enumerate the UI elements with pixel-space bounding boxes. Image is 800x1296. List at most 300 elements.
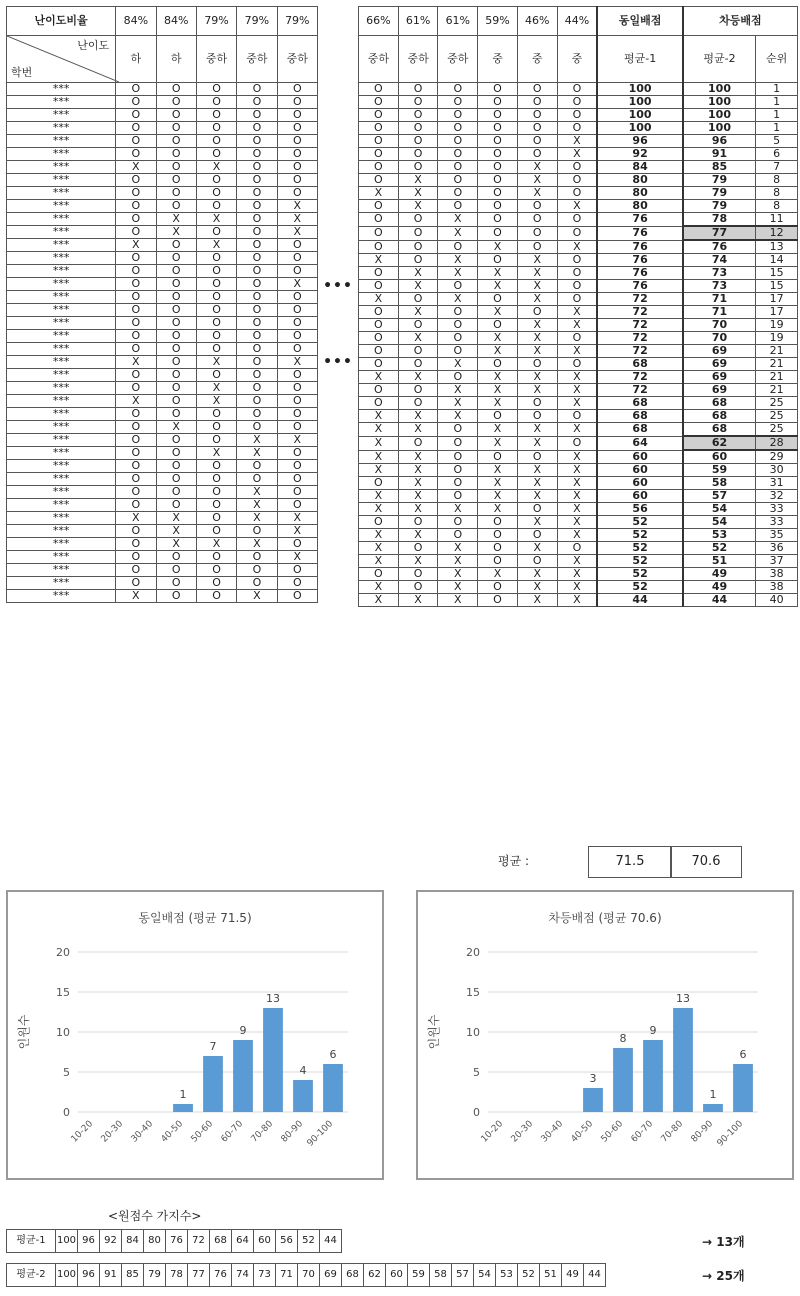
answer-cell: X: [196, 538, 236, 551]
avg2-cell: 58: [683, 477, 756, 490]
avg2-cell: 100: [683, 109, 756, 122]
average-1-value: 71.5: [588, 846, 672, 878]
left-level-header: 하: [156, 36, 196, 83]
answer-cell: O: [517, 529, 557, 542]
table-row: [7, 538, 318, 551]
distinct-score-cell: 52: [298, 1230, 320, 1253]
student-id-cell: ***: [7, 122, 116, 135]
rank-cell: 21: [756, 384, 798, 397]
avg2-cell: 49: [683, 568, 756, 581]
bar: [583, 1088, 603, 1112]
answer-cell: X: [517, 254, 557, 267]
answer-cell: O: [116, 213, 156, 226]
table-row: [359, 594, 798, 607]
avg1-cell: 76: [597, 267, 683, 280]
answer-cell: O: [398, 293, 438, 306]
right-level-header: 중하: [438, 36, 478, 83]
answer-cell: X: [517, 267, 557, 280]
distinct-score-cell: 84: [122, 1230, 144, 1253]
answer-cell: X: [398, 450, 438, 464]
answer-cell: O: [438, 200, 478, 213]
answer-cell: X: [557, 555, 597, 568]
student-difficulty-header: [7, 36, 116, 83]
avg2-cell: 96: [683, 135, 756, 148]
distinct-score-cell: 58: [430, 1264, 452, 1287]
answer-cell: X: [557, 397, 597, 410]
answer-cell: O: [156, 447, 196, 460]
table-row: [359, 423, 798, 437]
answer-cell: X: [277, 226, 317, 239]
answer-cell: O: [277, 382, 317, 395]
avg2-cell: 100: [683, 83, 756, 96]
avg2-cell: 68: [683, 410, 756, 423]
answer-cell: O: [398, 109, 438, 122]
answer-cell: O: [237, 213, 277, 226]
answer-cell: X: [478, 397, 518, 410]
distinct-score-cell: 78: [166, 1264, 188, 1287]
answer-cell: O: [478, 148, 518, 161]
avg1-cell: 100: [597, 122, 683, 135]
answer-cell: X: [116, 161, 156, 174]
y-tick-label: 0: [473, 1106, 480, 1119]
answer-cell: O: [116, 564, 156, 577]
answer-cell: X: [557, 200, 597, 213]
data-label: 7: [209, 1040, 217, 1053]
answer-cell: X: [277, 278, 317, 291]
student-id-cell: ***: [7, 369, 116, 382]
answer-cell: X: [438, 384, 478, 397]
answer-cell: X: [156, 226, 196, 239]
answer-cell: O: [237, 252, 277, 265]
avg2-header: 평균-2: [683, 36, 756, 83]
avg1-cell: 76: [597, 240, 683, 254]
answer-cell: O: [237, 265, 277, 278]
answer-cell: O: [478, 319, 518, 332]
student-id-cell: ***: [7, 239, 116, 252]
table-row: [7, 577, 318, 590]
answer-cell: O: [116, 434, 156, 447]
table-row: [7, 161, 318, 174]
student-id-cell: ***: [7, 187, 116, 200]
answer-cell: X: [478, 384, 518, 397]
table-row: [359, 148, 798, 161]
answer-cell: O: [277, 252, 317, 265]
table-row: [359, 503, 798, 516]
answer-cell: X: [116, 395, 156, 408]
rank-cell: 12: [756, 226, 798, 240]
answer-cell: O: [116, 525, 156, 538]
avg2-cell: 91: [683, 148, 756, 161]
average-2-value: 70.6: [670, 846, 742, 878]
answer-cell: O: [196, 434, 236, 447]
table-row: [359, 226, 798, 240]
avg2-cell: 68: [683, 397, 756, 410]
answer-cell: O: [359, 332, 399, 345]
answer-cell: X: [517, 345, 557, 358]
student-id-cell: ***: [7, 83, 116, 96]
table-row: [7, 174, 318, 187]
student-id-cell: ***: [7, 577, 116, 590]
answer-cell: O: [237, 395, 277, 408]
answer-cell: X: [237, 512, 277, 525]
distinct-score-cell: 68: [210, 1230, 232, 1253]
answer-cell: O: [156, 408, 196, 421]
answer-cell: X: [116, 239, 156, 252]
x-tick-label: 70-80: [659, 1119, 686, 1145]
avg1-cell: 72: [597, 319, 683, 332]
answer-cell: O: [116, 382, 156, 395]
avg2-cell: 100: [683, 96, 756, 109]
left-level-header: 중하: [196, 36, 236, 83]
answer-cell: X: [398, 174, 438, 187]
rank-cell: 36: [756, 542, 798, 555]
answer-cell: O: [196, 148, 236, 161]
student-id-cell: ***: [7, 460, 116, 473]
answer-cell: O: [398, 436, 438, 450]
answer-cell: O: [116, 252, 156, 265]
answer-cell: X: [156, 512, 196, 525]
y-axis-label: 인원수: [427, 1014, 441, 1050]
answer-cell: X: [359, 503, 399, 516]
answer-cell: O: [156, 356, 196, 369]
bar: [703, 1104, 723, 1112]
y-tick-label: 5: [473, 1066, 480, 1079]
answer-cell: O: [398, 358, 438, 371]
distinct-score-cell: 59: [408, 1264, 430, 1287]
table-row: [359, 161, 798, 174]
avg1-cell: 80: [597, 187, 683, 200]
answer-cell: X: [196, 213, 236, 226]
answer-cell: X: [557, 516, 597, 529]
answer-cell: O: [517, 83, 557, 96]
row2-arrow: [702, 1267, 745, 1284]
answer-cell: O: [359, 148, 399, 161]
answer-cell: O: [398, 135, 438, 148]
y-tick-label: 15: [56, 986, 70, 999]
left-level-header: 중하: [277, 36, 317, 83]
rank-cell: 13: [756, 240, 798, 254]
avg1-cell: 56: [597, 503, 683, 516]
answer-cell: X: [277, 213, 317, 226]
y-tick-label: 0: [63, 1106, 70, 1119]
answer-cell: O: [438, 135, 478, 148]
answer-cell: O: [237, 408, 277, 421]
distinct-score-cell: 92: [100, 1230, 122, 1253]
distinct-score-cell: 80: [144, 1230, 166, 1253]
answer-cell: O: [438, 122, 478, 135]
table-row: [359, 306, 798, 319]
answer-cell: O: [196, 96, 236, 109]
table-row: [359, 410, 798, 423]
table-row: [359, 397, 798, 410]
answer-cell: X: [277, 434, 317, 447]
answer-cell: X: [438, 358, 478, 371]
answer-cell: X: [478, 371, 518, 384]
data-label: 9: [239, 1024, 247, 1037]
answer-cell: O: [116, 122, 156, 135]
answer-cell: X: [478, 423, 518, 437]
answer-cell: O: [557, 122, 597, 135]
answer-cell: O: [359, 319, 399, 332]
data-label: 3: [589, 1072, 597, 1085]
answer-cell: O: [478, 83, 518, 96]
x-tick-label: 10-20: [479, 1119, 506, 1145]
bar: [323, 1064, 343, 1112]
answer-cell: O: [237, 382, 277, 395]
answer-cell: O: [196, 304, 236, 317]
x-tick-label: 30-40: [539, 1119, 566, 1145]
table-row: [359, 122, 798, 135]
avg1-cell: 52: [597, 581, 683, 594]
answer-cell: O: [517, 358, 557, 371]
rank-cell: 25: [756, 423, 798, 437]
answer-cell: X: [517, 332, 557, 345]
answer-cell: O: [116, 135, 156, 148]
y-axis-label: 인원수: [17, 1014, 31, 1050]
answer-cell: X: [237, 590, 277, 603]
answer-cell: O: [156, 278, 196, 291]
answer-cell: O: [237, 304, 277, 317]
answer-cell: X: [478, 267, 518, 280]
answer-cell: O: [237, 460, 277, 473]
answer-cell: O: [196, 343, 236, 356]
answer-cell: O: [116, 421, 156, 434]
rank-cell: 32: [756, 490, 798, 503]
arrow-icon: →: [702, 1269, 713, 1283]
table-row: [359, 187, 798, 200]
student-id-cell: ***: [7, 343, 116, 356]
answer-cell: X: [196, 395, 236, 408]
answer-cell: X: [277, 512, 317, 525]
rank-cell: 33: [756, 503, 798, 516]
answer-cell: X: [359, 490, 399, 503]
table-row: [359, 83, 798, 96]
right-level-header: 중하: [359, 36, 399, 83]
bar: [203, 1056, 223, 1112]
answer-cell: X: [398, 200, 438, 213]
answer-cell: O: [277, 265, 317, 278]
distinct-score-cell: 74: [232, 1264, 254, 1287]
answer-cell: O: [156, 551, 196, 564]
answer-cell: O: [398, 122, 438, 135]
answer-cell: O: [438, 148, 478, 161]
answer-cell: O: [156, 330, 196, 343]
answer-cell: O: [277, 187, 317, 200]
data-label: 9: [649, 1024, 657, 1037]
student-id-cell: ***: [7, 213, 116, 226]
student-id-cell: ***: [7, 96, 116, 109]
answer-cell: O: [237, 226, 277, 239]
answer-cell: O: [359, 240, 399, 254]
answer-cell: X: [398, 280, 438, 293]
table-row: [7, 408, 318, 421]
arrow-icon: →: [702, 1235, 713, 1249]
table-row: [7, 434, 318, 447]
answer-cell: O: [359, 109, 399, 122]
table-row: [7, 330, 318, 343]
avg1-cell: 76: [597, 254, 683, 267]
answer-cell: X: [398, 594, 438, 607]
table-row: [7, 96, 318, 109]
table-row: [359, 174, 798, 187]
answer-cell: X: [517, 516, 557, 529]
answer-cell: O: [116, 460, 156, 473]
rank-cell: 6: [756, 148, 798, 161]
answer-cell: X: [557, 503, 597, 516]
table-row: [7, 109, 318, 122]
data-label: 8: [619, 1032, 627, 1045]
answer-cell: X: [557, 581, 597, 594]
answer-cell: O: [237, 122, 277, 135]
answer-cell: O: [116, 109, 156, 122]
table-row: [7, 135, 318, 148]
answer-cell: X: [478, 490, 518, 503]
answer-cell: O: [237, 239, 277, 252]
answer-cell: O: [398, 542, 438, 555]
answer-cell: X: [359, 542, 399, 555]
answer-cell: X: [517, 319, 557, 332]
table-row: [7, 421, 318, 434]
avg2-cell: 69: [683, 358, 756, 371]
answer-cell: X: [359, 254, 399, 267]
answer-cell: X: [398, 529, 438, 542]
answer-cell: O: [196, 330, 236, 343]
avg1-cell: 60: [597, 464, 683, 477]
answer-cell: X: [517, 371, 557, 384]
answer-cell: X: [557, 529, 597, 542]
table-row: [7, 356, 318, 369]
answer-cell: O: [359, 226, 399, 240]
table-row: [359, 96, 798, 109]
student-label: 학번: [11, 66, 33, 79]
answer-cell: O: [517, 450, 557, 464]
answer-cell: O: [398, 345, 438, 358]
distinct-row1-table: [6, 1229, 342, 1253]
answer-cell: X: [116, 512, 156, 525]
answer-cell: O: [196, 122, 236, 135]
bar: [293, 1080, 313, 1112]
avg1-cell: 52: [597, 555, 683, 568]
avg2-cell: 49: [683, 581, 756, 594]
answer-cell: O: [156, 460, 196, 473]
answer-cell: O: [156, 96, 196, 109]
answer-cell: O: [438, 240, 478, 254]
answer-cell: O: [237, 369, 277, 382]
answer-cell: X: [517, 280, 557, 293]
answer-cell: O: [398, 226, 438, 240]
answer-cell: X: [557, 319, 597, 332]
answer-cell: O: [438, 464, 478, 477]
table-row: [7, 252, 318, 265]
answer-cell: O: [478, 358, 518, 371]
answer-cell: X: [517, 293, 557, 306]
answer-cell: X: [517, 581, 557, 594]
answer-cell: O: [557, 174, 597, 187]
answer-cell: O: [517, 397, 557, 410]
x-tick-label: 70-80: [249, 1119, 276, 1145]
answer-cell: O: [277, 447, 317, 460]
answer-cell: O: [156, 291, 196, 304]
table-row: [7, 213, 318, 226]
answer-cell: X: [359, 187, 399, 200]
avg2-cell: 76: [683, 240, 756, 254]
answer-cell: O: [116, 174, 156, 187]
y-tick-label: 10: [56, 1026, 70, 1039]
answer-cell: X: [557, 477, 597, 490]
avg1-cell: 100: [597, 83, 683, 96]
table-row: [359, 581, 798, 594]
answer-cell: X: [557, 594, 597, 607]
table-row: [359, 319, 798, 332]
answer-cell: O: [557, 161, 597, 174]
answer-cell: X: [398, 555, 438, 568]
answer-cell: O: [557, 436, 597, 450]
answer-cell: O: [557, 332, 597, 345]
avg2-cell: 73: [683, 267, 756, 280]
left-percent-header: 84%: [116, 7, 156, 36]
diff-score-header: 차등배점: [683, 7, 798, 36]
avg2-cell: 78: [683, 213, 756, 227]
answer-cell: O: [517, 200, 557, 213]
answer-cell: O: [196, 135, 236, 148]
average-label: 평균 :: [498, 854, 530, 868]
answer-cell: O: [116, 343, 156, 356]
data-label: 1: [709, 1088, 717, 1101]
y-tick-label: 20: [56, 946, 70, 959]
equal-score-chart-svg: [8, 892, 382, 1178]
answer-cell: O: [478, 187, 518, 200]
rank-cell: 37: [756, 555, 798, 568]
distinct-row2-table: [6, 1263, 606, 1287]
student-id-cell: ***: [7, 408, 116, 421]
answer-cell: O: [116, 304, 156, 317]
answer-cell: O: [196, 525, 236, 538]
table-row: [359, 450, 798, 464]
answer-cell: O: [478, 410, 518, 423]
student-id-cell: ***: [7, 226, 116, 239]
answer-cell: O: [156, 200, 196, 213]
right-percent-header: 61%: [398, 7, 438, 36]
student-id-cell: ***: [7, 161, 116, 174]
answer-cell: O: [478, 109, 518, 122]
answer-cell: X: [438, 594, 478, 607]
answer-cell: X: [359, 436, 399, 450]
avg2-cell: 54: [683, 503, 756, 516]
answer-cell: O: [156, 577, 196, 590]
answer-cell: O: [517, 148, 557, 161]
student-id-cell: ***: [7, 434, 116, 447]
answer-cell: X: [359, 555, 399, 568]
answer-cell: O: [156, 486, 196, 499]
avg1-cell: 100: [597, 96, 683, 109]
avg1-cell: 52: [597, 542, 683, 555]
answer-cell: X: [359, 464, 399, 477]
answer-cell: X: [156, 421, 196, 434]
answer-cell: O: [116, 200, 156, 213]
answer-cell: O: [277, 408, 317, 421]
answer-cell: O: [478, 200, 518, 213]
avg2-cell: 100: [683, 122, 756, 135]
table-row: [359, 293, 798, 306]
data-label: 13: [266, 992, 280, 1005]
answer-cell: O: [237, 577, 277, 590]
answer-cell: O: [478, 122, 518, 135]
answer-cell: O: [237, 291, 277, 304]
answer-cell: O: [359, 213, 399, 227]
answer-cell: O: [156, 564, 196, 577]
data-label: 6: [739, 1048, 747, 1061]
answer-cell: O: [557, 83, 597, 96]
